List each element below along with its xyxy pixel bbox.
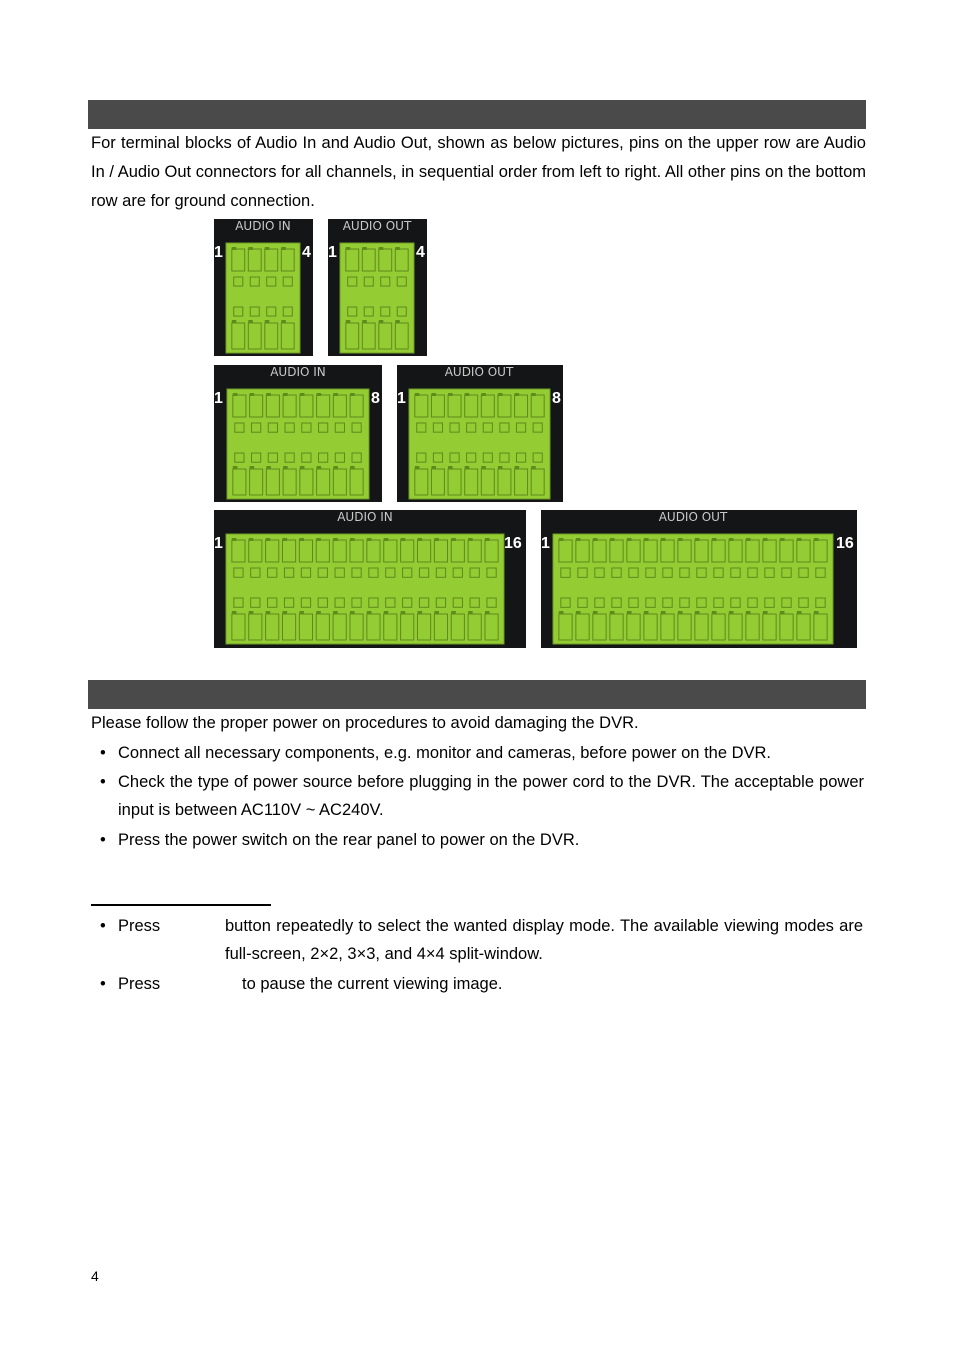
terminal-block-4ch-audio-out <box>328 219 427 356</box>
pin-tab <box>350 538 355 541</box>
pin-tab <box>350 466 355 469</box>
terminal-block-housing <box>409 389 550 499</box>
pin-tab <box>233 466 238 469</box>
pin-tab <box>232 320 237 323</box>
pin-tab <box>232 247 237 250</box>
list-item-text: Check the type of power source before plugging in the power cord to the DVR. The acceptable power input is between AC110V ~ AC240V. <box>118 773 864 819</box>
last-channel-number: 8 <box>552 390 561 407</box>
pin-tab <box>316 538 321 541</box>
pin-tab <box>610 538 615 541</box>
pin-tab <box>417 538 422 541</box>
pin-tab <box>415 393 420 396</box>
pin-tab <box>249 611 254 614</box>
pin-tab <box>814 538 819 541</box>
pin-tab <box>763 611 768 614</box>
pin-tab <box>317 466 322 469</box>
pin-tab <box>644 611 649 614</box>
pin-tab <box>333 538 338 541</box>
pin-tab <box>451 538 456 541</box>
pin-tab <box>401 538 406 541</box>
pin-tab <box>299 611 304 614</box>
pin-tab <box>515 466 520 469</box>
pin-tab <box>346 247 351 250</box>
press-label: Press <box>118 917 161 935</box>
display-mode-text: button repeatedly to select the wanted display mode. The available viewing modes are full-screen, 2×2, 3×3, and 4×4 split-window. <box>225 917 863 963</box>
pin-tab <box>481 393 486 396</box>
pin-tab <box>333 393 338 396</box>
pin-tab <box>431 466 436 469</box>
subheading-underline <box>91 904 271 906</box>
pin-tab <box>780 538 785 541</box>
pin-tab <box>593 538 598 541</box>
pin-tab <box>248 247 253 250</box>
terminal-block-housing <box>553 534 833 644</box>
bullet-icon: • <box>100 831 106 849</box>
pin-tab <box>434 538 439 541</box>
pin-tab <box>797 611 802 614</box>
pin-tab <box>498 393 503 396</box>
pin-tab <box>746 611 751 614</box>
pin-tab <box>576 538 581 541</box>
first-channel-number: 1 <box>214 535 223 552</box>
bullet-icon: • <box>100 773 106 791</box>
pin-tab <box>333 466 338 469</box>
pin-tab <box>515 393 520 396</box>
pin-tab <box>266 538 271 541</box>
terminal-block-housing <box>340 243 414 353</box>
terminal-block-16ch-audio-in <box>214 510 526 648</box>
pin-tab <box>249 538 254 541</box>
pin-tab <box>610 611 615 614</box>
pin-tab <box>780 611 785 614</box>
bullet-icon: • <box>100 917 106 935</box>
pin-tab <box>576 611 581 614</box>
pin-tab <box>485 611 490 614</box>
block-label: AUDIO OUT <box>342 219 412 233</box>
pin-tab <box>559 611 564 614</box>
last-channel-number: 4 <box>416 244 425 261</box>
pin-tab <box>300 393 305 396</box>
pin-tab <box>316 611 321 614</box>
pin-tab <box>282 611 287 614</box>
pin-tab <box>233 393 238 396</box>
pin-tab <box>265 320 270 323</box>
power-on-intro: Please follow the proper power on procedures to avoid damaging the DVR. <box>91 714 639 732</box>
pin-tab <box>362 320 367 323</box>
pin-tab <box>362 247 367 250</box>
pin-tab <box>644 538 649 541</box>
pin-tab <box>695 611 700 614</box>
pin-tab <box>395 320 400 323</box>
pin-tab <box>746 538 751 541</box>
pause-text: to pause the current viewing image. <box>242 975 503 993</box>
pin-tab <box>763 538 768 541</box>
last-channel-number: 8 <box>371 390 380 407</box>
pin-tab <box>465 466 470 469</box>
pin-tab <box>531 466 536 469</box>
terminal-block-8ch-audio-out <box>397 365 563 502</box>
terminal-block-16ch-audio-out <box>541 510 857 648</box>
pin-tab <box>281 247 286 250</box>
pin-tab <box>678 538 683 541</box>
pin-tab <box>465 393 470 396</box>
bullet-icon: • <box>100 975 106 993</box>
block-label: AUDIO IN <box>270 365 326 379</box>
terminal-block-housing <box>226 534 504 644</box>
pin-tab <box>627 538 632 541</box>
pin-tab <box>712 611 717 614</box>
pin-tab <box>498 466 503 469</box>
pin-tab <box>266 611 271 614</box>
pin-tab <box>729 538 734 541</box>
pin-tab <box>281 320 286 323</box>
section-header-bar <box>88 680 866 709</box>
section-header-bar <box>88 100 866 129</box>
pin-tab <box>695 538 700 541</box>
press-label: Press <box>118 975 161 993</box>
last-channel-number: 16 <box>836 535 854 552</box>
pin-tab <box>250 393 255 396</box>
last-channel-number: 4 <box>302 244 311 261</box>
pin-tab <box>384 538 389 541</box>
pin-tab <box>250 466 255 469</box>
pin-tab <box>367 611 372 614</box>
pin-tab <box>417 611 422 614</box>
pin-tab <box>434 611 439 614</box>
pin-tab <box>531 393 536 396</box>
pin-tab <box>282 538 287 541</box>
pin-tab <box>300 466 305 469</box>
pin-tab <box>593 611 598 614</box>
pin-tab <box>379 320 384 323</box>
pin-tab <box>384 611 389 614</box>
pin-tab <box>485 538 490 541</box>
pin-tab <box>431 393 436 396</box>
terminal-block-paragraph: For terminal blocks of Audio In and Audio Out, shown as below pictures, pins on the upper row are Audio In / Audio Out connectors for all channels, in sequential order from left to right. All other pins on the bottom row are for ground connection. <box>91 134 866 210</box>
terminal-block-8ch-audio-in <box>214 365 382 502</box>
pin-tab <box>448 466 453 469</box>
pin-tab <box>448 393 453 396</box>
pin-tab <box>333 611 338 614</box>
pin-tab <box>350 611 355 614</box>
pin-tab <box>283 466 288 469</box>
block-label: AUDIO IN <box>337 510 393 524</box>
pin-tab <box>814 611 819 614</box>
terminal-block-housing <box>227 389 369 499</box>
first-channel-number: 1 <box>397 390 406 407</box>
pin-tab <box>317 393 322 396</box>
terminal-block-4ch-audio-in <box>214 219 313 356</box>
list-item-text: Connect all necessary components, e.g. monitor and cameras, before power on the DVR. <box>118 744 772 762</box>
pin-tab <box>346 320 351 323</box>
block-label: AUDIO IN <box>235 219 291 233</box>
pin-tab <box>661 611 666 614</box>
block-label: AUDIO OUT <box>444 365 514 379</box>
terminal-block-housing <box>226 243 300 353</box>
pin-tab <box>559 538 564 541</box>
first-channel-number: 1 <box>214 390 223 407</box>
pin-tab <box>481 466 486 469</box>
pin-tab <box>299 538 304 541</box>
pin-tab <box>678 611 683 614</box>
pin-tab <box>367 538 372 541</box>
pin-tab <box>266 466 271 469</box>
pin-tab <box>415 466 420 469</box>
last-channel-number: 16 <box>504 535 522 552</box>
block-label: AUDIO OUT <box>658 510 728 524</box>
pin-tab <box>729 611 734 614</box>
pin-tab <box>248 320 253 323</box>
pin-tab <box>232 538 237 541</box>
pin-tab <box>232 611 237 614</box>
pin-tab <box>661 538 666 541</box>
pin-tab <box>468 538 473 541</box>
list-item-text: Press the power switch on the rear panel to power on the DVR. <box>118 831 580 849</box>
display-mode-text-line1 <box>225 912 863 968</box>
pin-tab <box>266 393 271 396</box>
pin-tab <box>283 393 288 396</box>
first-channel-number: 1 <box>214 244 223 261</box>
pin-tab <box>712 538 717 541</box>
page-number: 4 <box>91 1268 99 1284</box>
pin-tab <box>395 247 400 250</box>
pin-tab <box>401 611 406 614</box>
bullet-icon: • <box>100 744 106 762</box>
pin-tab <box>265 247 270 250</box>
pin-tab <box>797 538 802 541</box>
pin-tab <box>451 611 456 614</box>
first-channel-number: 1 <box>328 244 337 261</box>
first-channel-number: 1 <box>541 535 550 552</box>
pin-tab <box>379 247 384 250</box>
pin-tab <box>468 611 473 614</box>
pin-tab <box>627 611 632 614</box>
pin-tab <box>350 393 355 396</box>
